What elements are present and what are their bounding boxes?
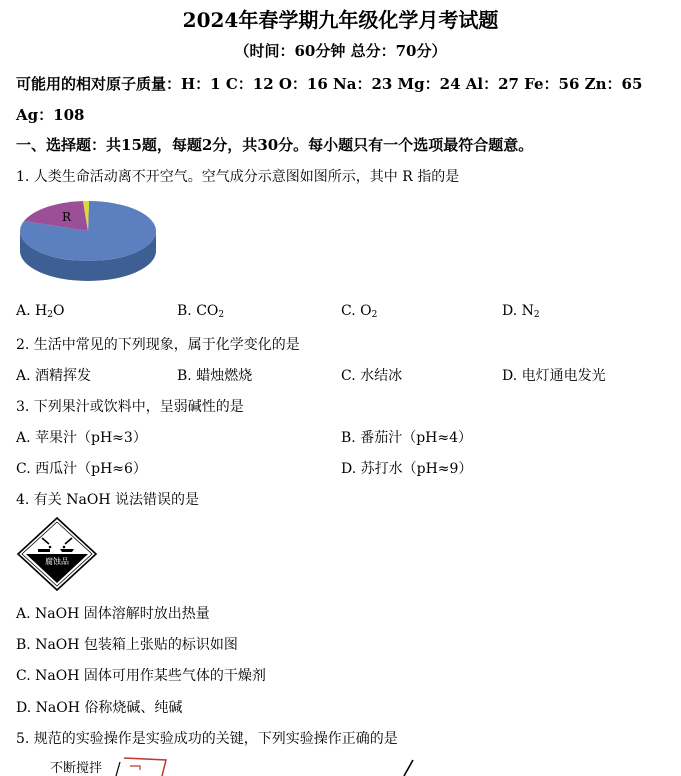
lab-rod-figure (398, 758, 418, 776)
page-title: 2024年春学期九年级化学月考试题 (182, 8, 499, 32)
question-1-option-a[interactable]: A. $H_2O$ (16, 303, 65, 320)
question-1-option-c[interactable]: C. $O_2$ (341, 303, 378, 320)
figure-label-stirring: 不断搅拌 (50, 761, 103, 776)
pie-label-r: R (62, 210, 72, 224)
atomic-masses-line2: Ag：108 (16, 106, 85, 124)
exam-info: （时间：60分钟 总分：70分） (234, 42, 447, 60)
question-1-option-d[interactable]: D. $N_2$ (502, 303, 540, 320)
hazard-label: 腐蚀品 (45, 557, 69, 566)
question-3-stem: 3. 下列果汁或饮料中，呈弱碱性的是 (16, 399, 244, 415)
question-4-option-d[interactable]: D. NaOH 俗称烧碱、纯碱 (16, 700, 183, 716)
question-1-option-b[interactable]: B. $CO_2$ (177, 303, 225, 320)
question-5-stem: 5. 规范的实验操作是实验成功的关键，下列实验操作正确的是 (16, 731, 398, 747)
question-2-option-c[interactable]: C. 水结冰 (341, 368, 403, 384)
question-1-stem: 1. 人类生命活动离不开空气。空气成分示意图如图所示，其中 R 指的是 (16, 169, 460, 185)
question-2-stem: 2. 生活中常见的下列现象，属于化学变化的是 (16, 337, 300, 353)
question-4-stem: 4. 有关 NaOH 说法错误的是 (16, 492, 199, 508)
section-heading: 一、选择题：共15题，每题2分，共30分。每小题只有一个选项最符合题意。 (16, 136, 534, 154)
question-2-option-d[interactable]: D. 电灯通电发光 (502, 368, 606, 384)
question-4-option-c[interactable]: C. NaOH 固体可用作某些气体的干燥剂 (16, 668, 266, 684)
question-3-option-c[interactable]: C. 西瓜汁（pH≈6） (16, 461, 147, 477)
question-3-option-a[interactable]: A. 苹果汁（pH≈3） (16, 430, 147, 446)
corrosive-hazard-icon (16, 516, 98, 592)
question-2-option-b[interactable]: B. 蜡烛燃烧 (177, 368, 253, 384)
question-3-option-b[interactable]: B. 番茄汁（pH≈4） (341, 430, 472, 446)
question-4-option-a[interactable]: A. NaOH 固体溶解时放出热量 (16, 606, 210, 622)
question-3-option-d[interactable]: D. 苏打水（pH≈9） (341, 461, 473, 477)
question-2-option-a[interactable]: A. 酒精挥发 (16, 368, 92, 384)
atomic-masses-line1: 可能用的相对原子质量：H：1 C：12 O：16 Na：23 Mg：24 Al：27 Fe：56 Zn：65 (16, 75, 643, 93)
lab-beaker-figure (110, 756, 190, 776)
question-4-option-b[interactable]: B. NaOH 包装箱上张贴的标识如图 (16, 637, 238, 653)
air-composition-pie-chart (16, 195, 161, 287)
